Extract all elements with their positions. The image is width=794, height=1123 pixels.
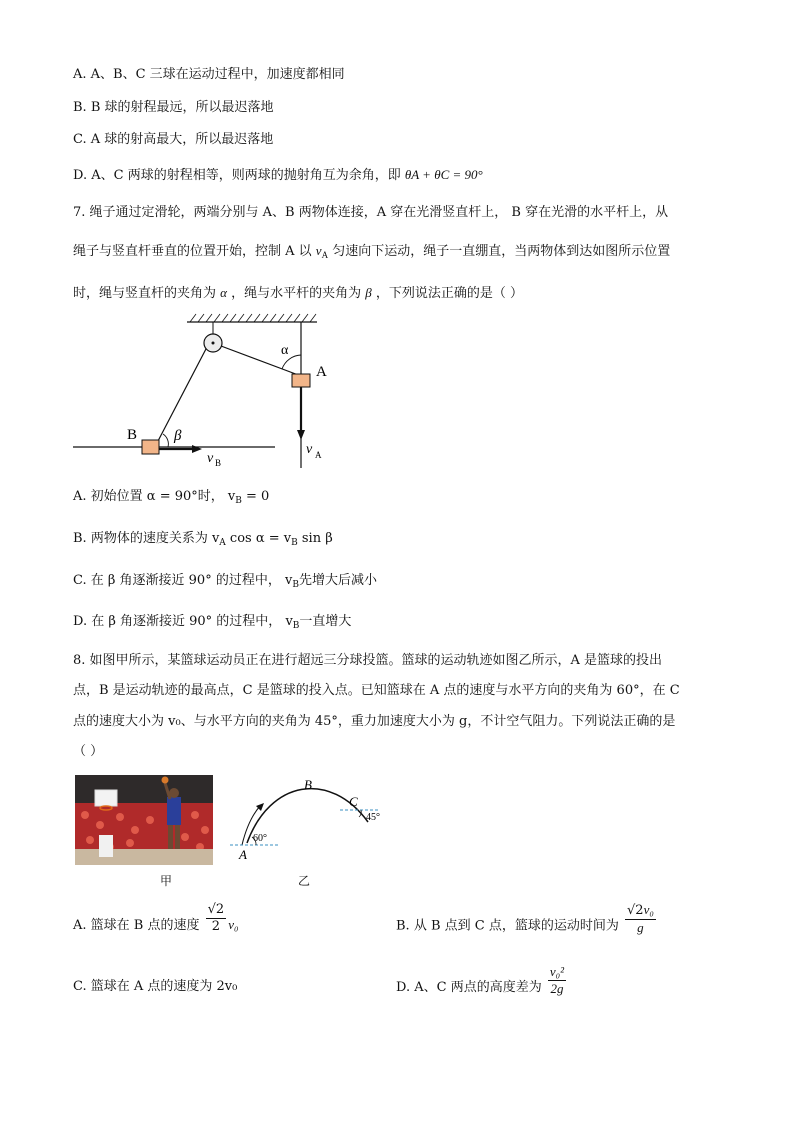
- block-a: [292, 374, 310, 387]
- angle-45-label: 45°: [366, 812, 380, 823]
- q7-option-b-end: sin β: [297, 531, 333, 546]
- fraction-denominator: 2g: [550, 981, 564, 996]
- block-b: [142, 440, 159, 454]
- caption-jia: 甲: [160, 874, 173, 888]
- q7-option-a-end: = 0: [241, 489, 270, 504]
- vb-arrow-head: [192, 445, 202, 453]
- q7-option-d-text: D. 在 β 角逐渐接近 90° 的过程中， v: [73, 614, 293, 629]
- q7-stem-line3-c: ，下列说法正确的是（ ）: [375, 286, 524, 301]
- point-b-label: B: [304, 777, 312, 792]
- basketball-photo: [75, 775, 213, 865]
- q7-va-symbol: $v_A$: [315, 243, 329, 260]
- q7-stem-line3: [73, 284, 523, 303]
- q8-option-a-v0: v₀: [228, 917, 239, 932]
- q8-stem-line3: 点的速度大小为 v₀、与水平方向的夹角为 45°，重力加速度大小为 g，不计空气阻力。下列说法正确的是: [73, 714, 676, 729]
- player-leg-right: [175, 825, 180, 849]
- player-leg-left: [168, 825, 173, 849]
- trajectory-diagram: [230, 770, 390, 865]
- fraction-denominator: g: [637, 920, 644, 935]
- court-floor: [75, 849, 213, 865]
- q7-stem-line3-b: ，绳与水平杆的夹角为: [231, 286, 362, 301]
- q8-option-d-text: D. A、C 两点的高度差为: [396, 980, 542, 995]
- q6-option-d: [73, 166, 483, 185]
- sqrt2: √2: [627, 903, 644, 918]
- pulley-axle: [212, 342, 215, 345]
- fraction-numerator: √2: [207, 902, 225, 917]
- beta-arc: [163, 434, 168, 447]
- va-arrow-head: [297, 430, 305, 440]
- q7-option-d-end: 一直增大: [299, 614, 352, 629]
- q7-option-a-text: A. 初始位置 α = 90°时， v: [73, 489, 236, 504]
- label-a: A: [316, 364, 327, 380]
- caption-yi: 乙: [298, 874, 311, 888]
- q7-option-c-sub: B: [292, 580, 299, 590]
- q6-option-d-math: θA + θC = 90°: [404, 167, 483, 182]
- q8-option-b-text: B. 从 B 点到 C 点，篮球的运动时间为: [396, 918, 619, 934]
- fraction-numerator: v₀²: [549, 964, 565, 979]
- q7-beta-symbol: β: [365, 285, 372, 300]
- q6-option-d-text: D. A、C 两球的射程相等，则两球的抛射角互为余角，即: [73, 168, 401, 183]
- q7-option-b: [73, 530, 333, 552]
- q6-option-b: B. B 球的射程最远，所以最迟落地: [73, 100, 274, 115]
- q7-option-a: [73, 488, 269, 510]
- vb-label: v: [207, 451, 214, 466]
- q7-option-c-end: 先增大后减小: [298, 573, 377, 588]
- angle-60-label: 60°: [253, 833, 267, 844]
- q7-option-b-text: B. 两物体的速度关系为 v: [73, 531, 220, 546]
- fraction-numerator: [625, 902, 656, 920]
- vb-label-sub: B: [215, 458, 222, 468]
- fraction-denominator: 2: [211, 919, 221, 934]
- q7-option-b-sub-b: B: [291, 538, 298, 548]
- q7-stem-line2-b: 匀速向下运动，绳子一直绷直，当两物体到达如图所示位置: [332, 244, 671, 259]
- va-label-sub: A: [315, 450, 322, 460]
- q8-option-b: [396, 902, 658, 936]
- point-c-label: C: [349, 794, 358, 809]
- q8-option-a-text: A. 篮球在 B 点的速度: [73, 918, 200, 933]
- q8-option-d-fraction: [548, 964, 566, 997]
- backboard: [95, 790, 117, 806]
- q8-stem-line4: （ ）: [73, 744, 104, 759]
- ceiling-hatch: [190, 314, 316, 322]
- rope-to-b: [158, 347, 207, 441]
- label-b: B: [127, 427, 138, 443]
- defender: [99, 835, 113, 857]
- q7-option-b-sub-a: A: [219, 538, 226, 548]
- q7-option-b-mid: cos α = v: [225, 531, 292, 546]
- q7-option-a-sub: B: [235, 496, 242, 506]
- q7-option-c: [73, 572, 377, 594]
- q7-option-c-text: C. 在 β 角逐渐接近 90° 的过程中， v: [73, 573, 293, 588]
- beta-label: β: [174, 428, 182, 444]
- player-jersey: [167, 797, 181, 825]
- q7-alpha-symbol: α: [220, 285, 227, 300]
- q8-option-c: C. 篮球在 A 点的速度为 2v₀: [73, 979, 238, 994]
- va-label: v: [306, 442, 313, 457]
- point-a-label: A: [239, 847, 247, 862]
- basketball: [162, 777, 169, 784]
- q8-stem-line2: 点，B 是运动轨迹的最高点，C 是篮球的投入点。已知篮球在 A 点的速度与水平方向的夹角为 60°，在 C: [73, 683, 680, 698]
- q6-option-a: A. A、B、C 三球在运动过程中，加速度都相同: [73, 67, 345, 82]
- v0: v₀: [643, 902, 654, 917]
- q7-pulley-diagram: [70, 310, 350, 475]
- alpha-label: α: [281, 343, 289, 358]
- q8-option-a: [73, 902, 239, 935]
- q7-stem-line3-a: 时，绳与竖直杆的夹角为: [73, 286, 217, 301]
- q8-option-d: [396, 964, 568, 997]
- q6-option-c: C. A 球的射高最大，所以最迟落地: [73, 132, 274, 147]
- q8-option-a-fraction: [206, 902, 227, 935]
- q7-option-d: [73, 613, 351, 635]
- q7-stem-line1: 7. 绳子通过定滑轮，两端分别与 A、B 两物体连接，A 穿在光滑竖直杆上， B 穿在光滑的水平杆上，从: [73, 205, 669, 220]
- q8-option-b-fraction: [625, 902, 656, 936]
- q7-stem-line2-a: 绳子与竖直杆垂直的位置开始，控制 A 以: [73, 244, 312, 259]
- q7-option-d-sub: B: [292, 621, 300, 631]
- q8-stem-line1: 8. 如图甲所示，某篮球运动员正在进行超远三分球投篮。篮球的运动轨迹如图乙所示，A 是篮球的投出: [73, 653, 663, 668]
- q7-stem-line2: [73, 242, 670, 264]
